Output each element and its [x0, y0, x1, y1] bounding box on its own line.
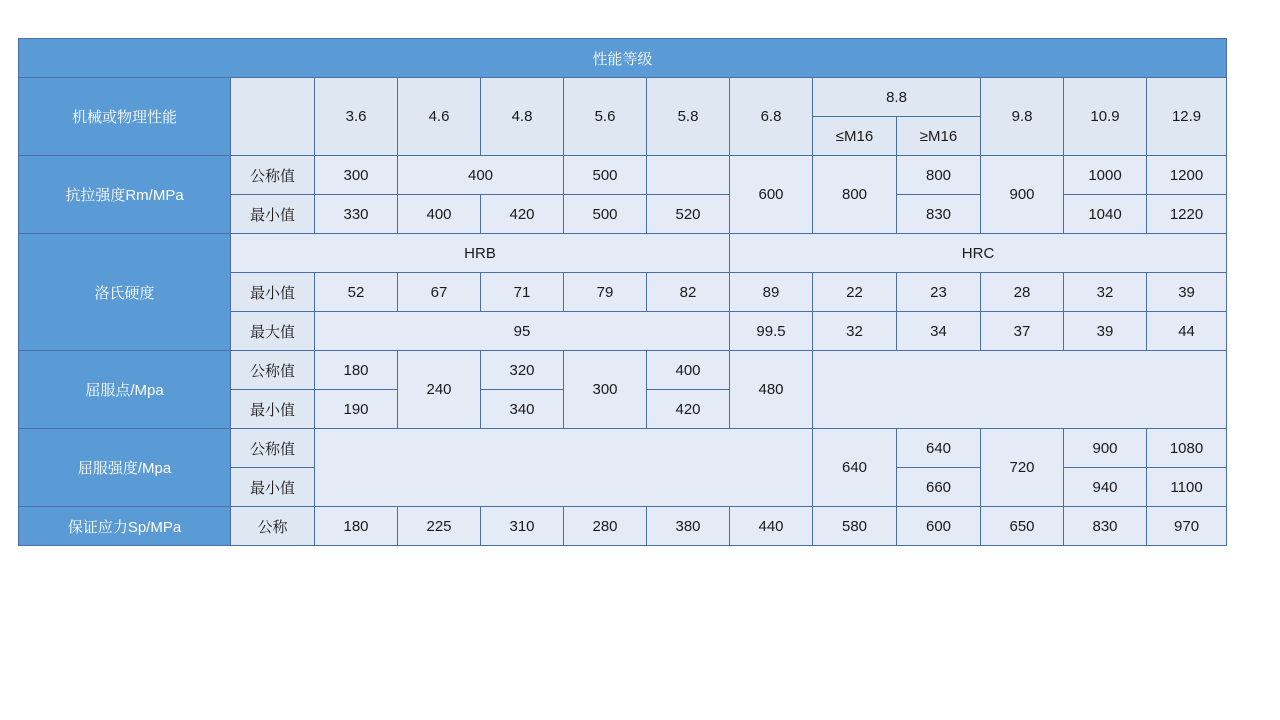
tensile-min-8-8-ge-m16: 830	[897, 195, 981, 234]
tensile-nominal-8-8-ge-m16: 800	[897, 156, 981, 195]
header-first-col-label: 机械或物理性能	[19, 78, 231, 156]
tensile-min-4-6: 400	[398, 195, 481, 234]
tensile-nominal-12-9: 1200	[1147, 156, 1227, 195]
table-title: 性能等级	[19, 39, 1227, 78]
proof-stress-12-9: 970	[1147, 507, 1227, 546]
yield-point-blank-region	[813, 351, 1227, 429]
header-grade-4-6: 4.6	[398, 78, 481, 156]
tensile-nominal-4-6-4-8: 400	[398, 156, 564, 195]
tensile-6-8: 600	[730, 156, 813, 234]
proof-stress-9-8: 650	[981, 507, 1064, 546]
tensile-nominal-5-8	[647, 156, 730, 195]
proof-stress-10-9: 830	[1064, 507, 1147, 546]
rockwell-min-6-8: 89	[730, 273, 813, 312]
tensile-nominal-3-6: 300	[315, 156, 398, 195]
row-label-yield-strength: 屈服强度/Mpa	[19, 429, 231, 507]
row-label-proof-stress: 保证应力Sp/MPa	[19, 507, 231, 546]
yield-strength-nominal-12-9: 1080	[1147, 429, 1227, 468]
tensile-nominal-label: 公称值	[231, 156, 315, 195]
rockwell-max-8-8-le-m16: 32	[813, 312, 897, 351]
rockwell-min-4-8: 71	[481, 273, 564, 312]
rockwell-min-5-6: 79	[564, 273, 647, 312]
yield-point-min-3-6: 190	[315, 390, 398, 429]
yield-point-5-6-span: 300	[564, 351, 647, 429]
rockwell-max-10-9: 39	[1064, 312, 1147, 351]
header-grade-8-8-ge-m16: ≥M16	[897, 117, 981, 156]
header-grade-4-8: 4.8	[481, 78, 564, 156]
yield-strength-nominal-10-9: 900	[1064, 429, 1147, 468]
proof-stress-8-8-le-m16: 580	[813, 507, 897, 546]
proof-stress-5-6: 280	[564, 507, 647, 546]
row-proof-stress	[19, 507, 1227, 546]
yield-point-nominal-5-8: 400	[647, 351, 730, 390]
proof-stress-6-8: 440	[730, 507, 813, 546]
rockwell-min-12-9: 39	[1147, 273, 1227, 312]
rockwell-maximum-label: 最大值	[231, 312, 315, 351]
yield-strength-nominal-8-8-ge-m16: 640	[897, 429, 981, 468]
rockwell-max-hrb-span: 95	[315, 312, 730, 351]
proof-stress-nominal-label: 公称	[231, 507, 315, 546]
row-rockwell-scales	[19, 234, 1227, 273]
yield-strength-blank-region	[315, 429, 813, 507]
tensile-min-3-6: 330	[315, 195, 398, 234]
yield-strength-min-10-9: 940	[1064, 468, 1147, 507]
proof-stress-4-6: 225	[398, 507, 481, 546]
proof-stress-4-8: 310	[481, 507, 564, 546]
yield-point-nominal-label: 公称值	[231, 351, 315, 390]
yield-strength-min-12-9: 1100	[1147, 468, 1227, 507]
rockwell-max-8-8-ge-m16: 34	[897, 312, 981, 351]
rockwell-min-5-8: 82	[647, 273, 730, 312]
rockwell-max-12-9: 44	[1147, 312, 1227, 351]
rockwell-scale-hrb: HRB	[231, 234, 730, 273]
yield-point-min-4-8: 340	[481, 390, 564, 429]
header-grade-6-8: 6.8	[730, 78, 813, 156]
header-grade-3-6: 3.6	[315, 78, 398, 156]
rockwell-max-9-8: 37	[981, 312, 1064, 351]
row-label-yield-point: 屈服点/Mpa	[19, 351, 231, 429]
yield-strength-nominal-label: 公称值	[231, 429, 315, 468]
rockwell-min-4-6: 67	[398, 273, 481, 312]
tensile-minimum-label: 最小值	[231, 195, 315, 234]
table-header-row-1	[19, 78, 1227, 117]
row-yield-strength-nominal	[19, 429, 1227, 468]
yield-point-nominal-3-6: 180	[315, 351, 398, 390]
proof-stress-3-6: 180	[315, 507, 398, 546]
yield-strength-9-8: 720	[981, 429, 1064, 507]
header-grade-8-8: 8.8	[813, 78, 981, 117]
rockwell-minimum-label: 最小值	[231, 273, 315, 312]
rockwell-max-6-8: 99.5	[730, 312, 813, 351]
yield-strength-minimum-label: 最小值	[231, 468, 315, 507]
header-grade-5-8: 5.8	[647, 78, 730, 156]
rockwell-min-8-8-le-m16: 22	[813, 273, 897, 312]
header-grade-12-9: 12.9	[1147, 78, 1227, 156]
tensile-nominal-10-9: 1000	[1064, 156, 1147, 195]
row-label-rockwell: 洛氏硬度	[19, 234, 231, 351]
yield-point-4-6-span: 240	[398, 351, 481, 429]
yield-point-6-8: 480	[730, 351, 813, 429]
tensile-nominal-5-6: 500	[564, 156, 647, 195]
tensile-min-5-6: 500	[564, 195, 647, 234]
yield-point-nominal-4-8: 320	[481, 351, 564, 390]
rockwell-scale-hrc: HRC	[730, 234, 1227, 273]
tensile-min-10-9: 1040	[1064, 195, 1147, 234]
header-grade-8-8-le-m16: ≤M16	[813, 117, 897, 156]
row-tensile-nominal	[19, 156, 1227, 195]
yield-point-minimum-label: 最小值	[231, 390, 315, 429]
yield-point-min-5-8: 420	[647, 390, 730, 429]
row-label-tensile: 抗拉强度Rm/MPa	[19, 156, 231, 234]
tensile-min-12-9: 1220	[1147, 195, 1227, 234]
tensile-8-8-le-m16: 800	[813, 156, 897, 234]
table-title-row	[19, 39, 1227, 78]
header-spacer-cell	[231, 78, 315, 156]
performance-grade-table	[18, 38, 1227, 546]
tensile-9-8: 900	[981, 156, 1064, 234]
rockwell-min-8-8-ge-m16: 23	[897, 273, 981, 312]
rockwell-min-3-6: 52	[315, 273, 398, 312]
rockwell-min-10-9: 32	[1064, 273, 1147, 312]
yield-strength-8-8-le-m16: 640	[813, 429, 897, 507]
tensile-min-4-8: 420	[481, 195, 564, 234]
row-yield-point-nominal	[19, 351, 1227, 390]
rockwell-min-9-8: 28	[981, 273, 1064, 312]
proof-stress-5-8: 380	[647, 507, 730, 546]
header-grade-5-6: 5.6	[564, 78, 647, 156]
header-grade-10-9: 10.9	[1064, 78, 1147, 156]
proof-stress-8-8-ge-m16: 600	[897, 507, 981, 546]
header-grade-9-8: 9.8	[981, 78, 1064, 156]
tensile-min-5-8: 520	[647, 195, 730, 234]
yield-strength-min-8-8-ge-m16: 660	[897, 468, 981, 507]
